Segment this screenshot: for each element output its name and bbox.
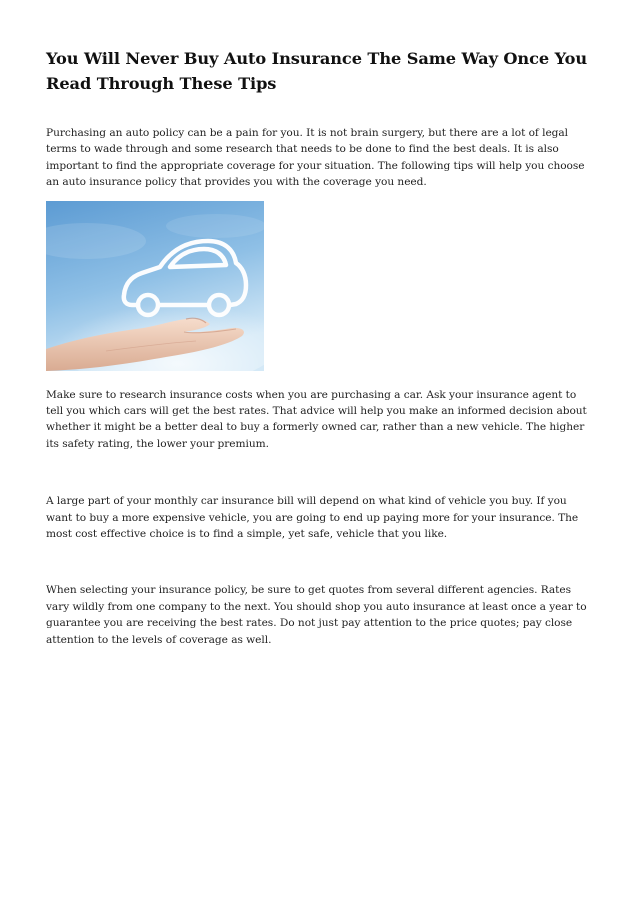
document-page (46, 46, 594, 648)
paragraph-research-costs: Make sure to research insurance costs when you are purchasing a car. Ask your insurance agent to tell you which cars will get the best rates. That advice will help you make an informed decision about whether it might be a better deal to buy a formerly owned car, rather than a new vehicle. The higher its safety rating, the lower your premium. (46, 388, 587, 450)
hero-image (46, 201, 264, 371)
paragraph-quotes: When selecting your insurance policy, be sure to get quotes from several different agencies. Rates vary wildly from one company to the next. You should shop you auto insurance at least once a year to guarantee you are receiving the best rates. Do not just pay attention to the price quotes; pay close attention to the levels of coverage as well. (46, 584, 587, 646)
paragraph-intro: Purchasing an auto policy can be a pain for you. It is not brain surgery, but there are a lot of legal terms to wade through and some research that needs to be done to find the best deals. It is also important to find the appropriate coverage for your situation. The following tips will help you choose an auto insurance policy that provides you with the coverage you need. (46, 127, 585, 189)
article-title: You Will Never Buy Auto Insurance The Same Way Once You Read Through These Tips (46, 49, 587, 93)
paragraph-vehicle-type: A large part of your monthly car insurance bill will depend on what kind of vehicle you buy. If you want to buy a more expensive vehicle, you are going to end up paying more for your insurance. The most cost effective choice is to find a simple, yet safe, vehicle that you like. (46, 495, 579, 541)
